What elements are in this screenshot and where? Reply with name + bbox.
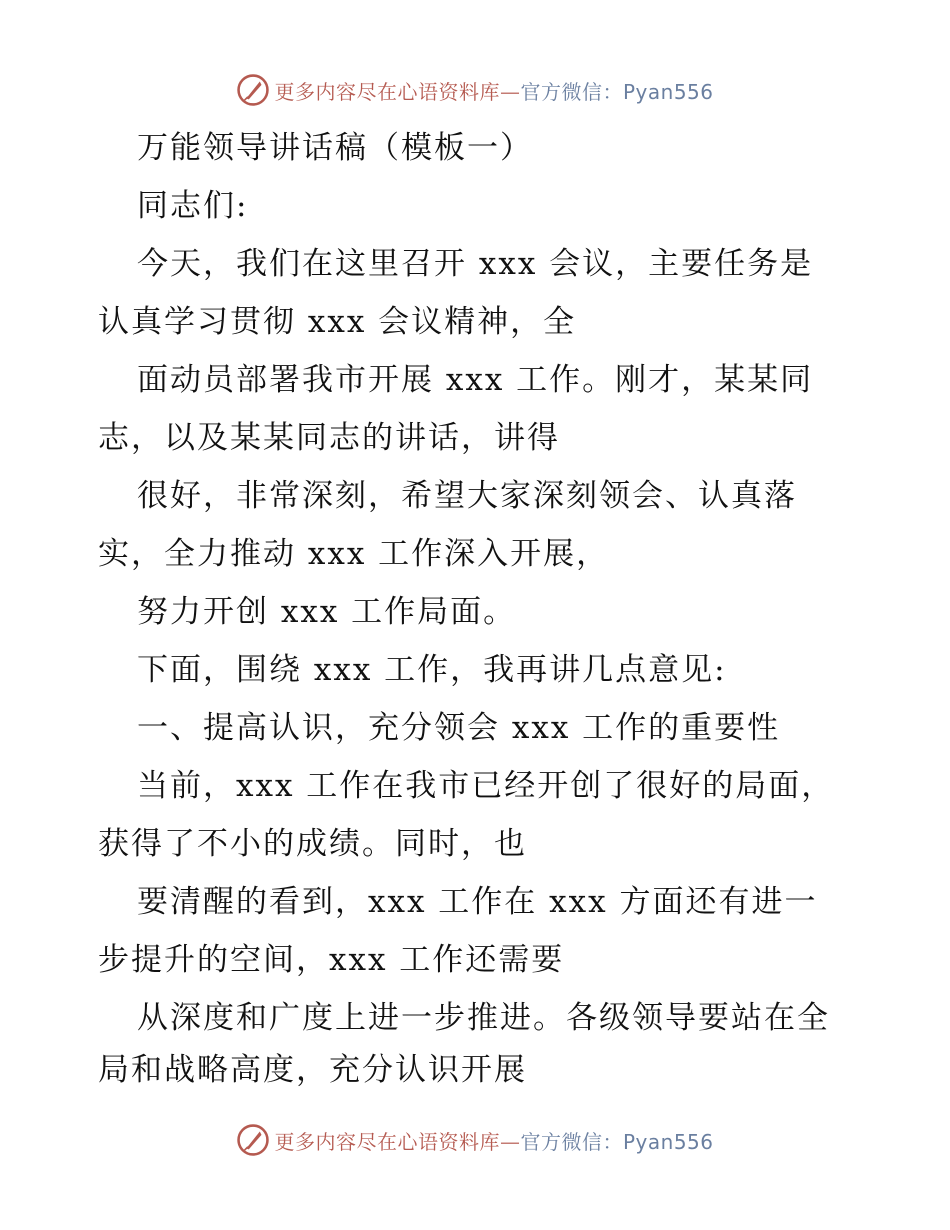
paragraph-line: 认真学习贯彻 xxx 会议精神，全 [98, 304, 577, 340]
watermark-wechat-id: Pyan556 [622, 1129, 714, 1154]
paragraph-line: 志，以及某某同志的讲话，讲得 [98, 420, 560, 456]
paragraph-line: 今天，我们在这里召开 xxx 会议，主要任务是 [137, 246, 814, 282]
watermark-site: 更多内容尽在心语资料库 [274, 79, 500, 104]
document-title: 万能领导讲话稿（模板一） [137, 130, 533, 166]
watermark-footer [0, 1120, 950, 1160]
paragraph-line: 局和战略高度，充分认识开展 [98, 1052, 527, 1088]
paragraph-line: 获得了不小的成绩。同时，也 [98, 826, 527, 862]
paragraph-line: 从深度和广度上进一步推进。各级领导要站在全 [137, 1000, 830, 1036]
paragraph-line: 努力开创 xxx 工作局面。 [137, 594, 517, 630]
watermark-separator: — [499, 1129, 521, 1154]
section-heading: 一、提高认识，充分领会 xxx 工作的重要性 [137, 710, 781, 746]
quill-pen-icon [236, 73, 270, 107]
salutation: 同志们: [137, 188, 249, 224]
paragraph-line: 步提升的空间，xxx 工作还需要 [98, 942, 565, 978]
paragraph-line: 实，全力推动 xxx 工作深入开展， [98, 536, 610, 572]
watermark-wechat-label: 官方微信： [520, 79, 623, 104]
paragraph-line: 很好，非常深刻，希望大家深刻领会、认真落 [137, 478, 797, 514]
paragraph-line: 要清醒的看到，xxx 工作在 xxx 方面还有进一 [137, 884, 818, 920]
watermark-separator: — [499, 79, 521, 104]
paragraph-line: 下面，围绕 xxx 工作，我再讲几点意见: [137, 652, 727, 688]
watermark-wechat-id: Pyan556 [622, 79, 714, 104]
watermark-wechat-label: 官方微信： [520, 1129, 623, 1154]
watermark-site: 更多内容尽在心语资料库 [274, 1129, 500, 1154]
watermark-header [0, 70, 950, 110]
paragraph-line: 面动员部署我市开展 xxx 工作。刚才，某某同 [137, 362, 814, 398]
paragraph-line: 当前，xxx 工作在我市已经开创了很好的局面， [137, 768, 835, 804]
quill-pen-icon [236, 1123, 270, 1157]
